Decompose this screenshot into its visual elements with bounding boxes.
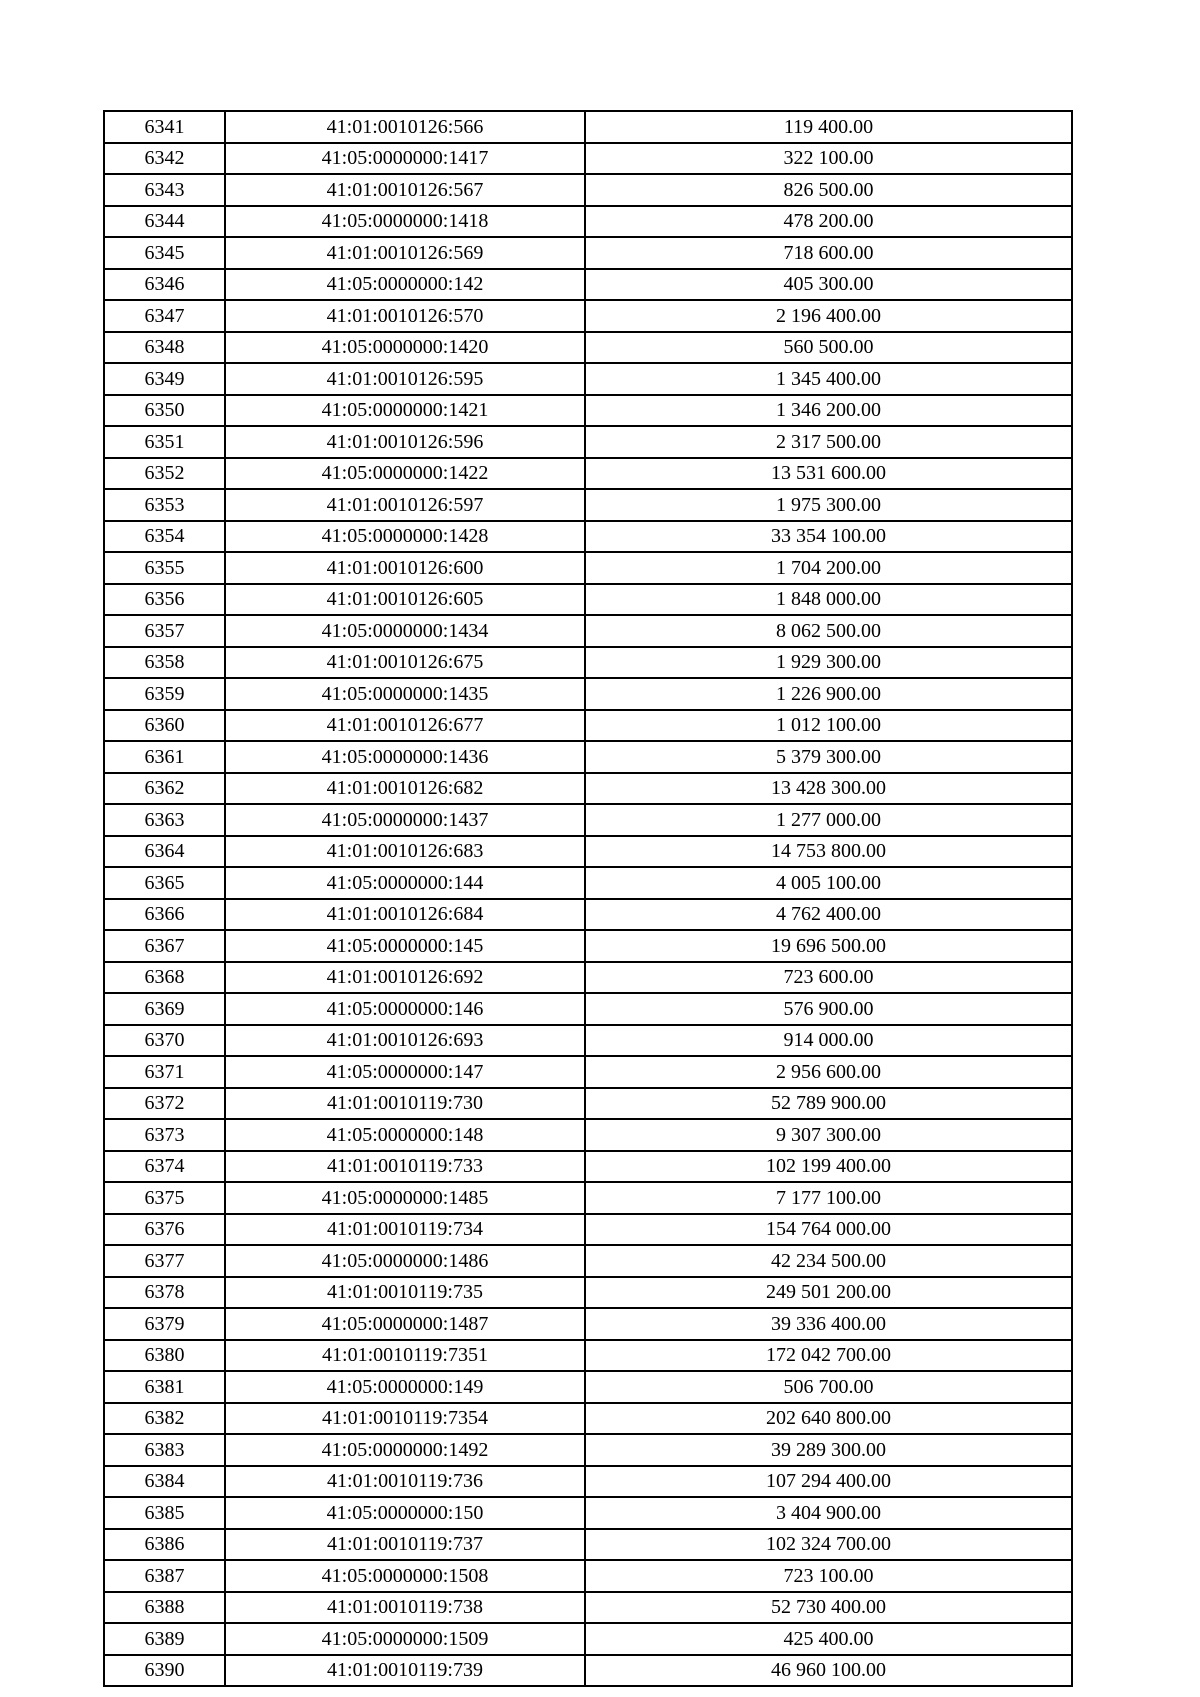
value-amount-cell: 826 500.00 (585, 174, 1072, 206)
table-row (104, 1056, 1072, 1088)
cadastral-number-cell: 41:01:0010119:734 (225, 1214, 585, 1246)
cadastral-number-cell: 41:01:0010119:737 (225, 1529, 585, 1561)
cadastral-number-cell: 41:05:0000000:1435 (225, 678, 585, 710)
table-row (104, 143, 1072, 175)
cadastral-number-cell: 41:05:0000000:147 (225, 1056, 585, 1088)
cadastral-number-cell: 41:01:0010126:683 (225, 836, 585, 868)
row-number-cell: 6363 (104, 804, 225, 836)
cadastral-number-cell: 41:05:0000000:1428 (225, 521, 585, 553)
row-number-cell: 6390 (104, 1655, 225, 1687)
value-amount-cell: 322 100.00 (585, 143, 1072, 175)
row-number-cell: 6346 (104, 269, 225, 301)
table-row (104, 1592, 1072, 1624)
cadastral-number-cell: 41:05:0000000:1434 (225, 615, 585, 647)
cadastral-number-cell: 41:01:0010119:730 (225, 1088, 585, 1120)
cadastral-number-cell: 41:01:0010126:566 (225, 111, 585, 143)
cadastral-number-cell: 41:01:0010126:570 (225, 300, 585, 332)
cadastral-number-cell: 41:05:0000000:149 (225, 1371, 585, 1403)
value-amount-cell: 19 696 500.00 (585, 930, 1072, 962)
value-amount-cell: 9 307 300.00 (585, 1119, 1072, 1151)
row-number-cell: 6366 (104, 899, 225, 931)
value-amount-cell: 723 100.00 (585, 1560, 1072, 1592)
table-row (104, 678, 1072, 710)
value-amount-cell: 914 000.00 (585, 1025, 1072, 1057)
cadastral-number-cell: 41:05:0000000:1509 (225, 1623, 585, 1655)
table-row (104, 300, 1072, 332)
value-amount-cell: 1 277 000.00 (585, 804, 1072, 836)
table-row (104, 741, 1072, 773)
row-number-cell: 6342 (104, 143, 225, 175)
table-row (104, 962, 1072, 994)
data-table (103, 110, 1073, 1687)
table-row (104, 1308, 1072, 1340)
row-number-cell: 6371 (104, 1056, 225, 1088)
value-amount-cell: 1 345 400.00 (585, 363, 1072, 395)
cadastral-number-cell: 41:01:0010126:693 (225, 1025, 585, 1057)
cadastral-number-cell: 41:01:0010119:7354 (225, 1403, 585, 1435)
value-amount-cell: 154 764 000.00 (585, 1214, 1072, 1246)
row-number-cell: 6375 (104, 1182, 225, 1214)
value-amount-cell: 119 400.00 (585, 111, 1072, 143)
value-amount-cell: 249 501 200.00 (585, 1277, 1072, 1309)
row-number-cell: 6365 (104, 867, 225, 899)
cadastral-number-cell: 41:01:0010126:684 (225, 899, 585, 931)
value-amount-cell: 405 300.00 (585, 269, 1072, 301)
table-row (104, 584, 1072, 616)
table-row (104, 237, 1072, 269)
table-row (104, 1245, 1072, 1277)
row-number-cell: 6388 (104, 1592, 225, 1624)
table-row (104, 804, 1072, 836)
table-row (104, 552, 1072, 584)
row-number-cell: 6380 (104, 1340, 225, 1372)
table-row (104, 1655, 1072, 1687)
row-number-cell: 6349 (104, 363, 225, 395)
row-number-cell: 6369 (104, 993, 225, 1025)
value-amount-cell: 3 404 900.00 (585, 1497, 1072, 1529)
cadastral-number-cell: 41:01:0010126:692 (225, 962, 585, 994)
table-row (104, 1623, 1072, 1655)
cadastral-number-cell: 41:01:0010119:735 (225, 1277, 585, 1309)
row-number-cell: 6361 (104, 741, 225, 773)
row-number-cell: 6341 (104, 111, 225, 143)
cadastral-number-cell: 41:01:0010119:738 (225, 1592, 585, 1624)
cadastral-number-cell: 41:01:0010119:7351 (225, 1340, 585, 1372)
table-row (104, 1182, 1072, 1214)
table-row (104, 1151, 1072, 1183)
table-row (104, 363, 1072, 395)
row-number-cell: 6351 (104, 426, 225, 458)
table-row (104, 174, 1072, 206)
row-number-cell: 6381 (104, 1371, 225, 1403)
row-number-cell: 6343 (104, 174, 225, 206)
value-amount-cell: 4 762 400.00 (585, 899, 1072, 931)
row-number-cell: 6367 (104, 930, 225, 962)
value-amount-cell: 13 428 300.00 (585, 773, 1072, 805)
table-row (104, 615, 1072, 647)
cadastral-number-cell: 41:01:0010126:677 (225, 710, 585, 742)
row-number-cell: 6348 (104, 332, 225, 364)
row-number-cell: 6354 (104, 521, 225, 553)
value-amount-cell: 1 929 300.00 (585, 647, 1072, 679)
value-amount-cell: 8 062 500.00 (585, 615, 1072, 647)
table-row (104, 1340, 1072, 1372)
value-amount-cell: 1 704 200.00 (585, 552, 1072, 584)
table-row (104, 1371, 1072, 1403)
row-number-cell: 6352 (104, 458, 225, 490)
cadastral-number-cell: 41:05:0000000:1436 (225, 741, 585, 773)
table-row (104, 521, 1072, 553)
row-number-cell: 6370 (104, 1025, 225, 1057)
row-number-cell: 6364 (104, 836, 225, 868)
cadastral-number-cell: 41:05:0000000:1417 (225, 143, 585, 175)
value-amount-cell: 202 640 800.00 (585, 1403, 1072, 1435)
value-amount-cell: 723 600.00 (585, 962, 1072, 994)
cadastral-number-cell: 41:01:0010126:600 (225, 552, 585, 584)
cadastral-number-cell: 41:05:0000000:145 (225, 930, 585, 962)
value-amount-cell: 5 379 300.00 (585, 741, 1072, 773)
table-row (104, 395, 1072, 427)
row-number-cell: 6350 (104, 395, 225, 427)
cadastral-number-cell: 41:01:0010119:739 (225, 1655, 585, 1687)
value-amount-cell: 718 600.00 (585, 237, 1072, 269)
value-amount-cell: 425 400.00 (585, 1623, 1072, 1655)
table-row (104, 206, 1072, 238)
table-row (104, 836, 1072, 868)
table-row (104, 1119, 1072, 1151)
value-amount-cell: 560 500.00 (585, 332, 1072, 364)
value-amount-cell: 1 848 000.00 (585, 584, 1072, 616)
table-body (104, 111, 1072, 1686)
row-number-cell: 6387 (104, 1560, 225, 1592)
row-number-cell: 6359 (104, 678, 225, 710)
value-amount-cell: 2 196 400.00 (585, 300, 1072, 332)
cadastral-number-cell: 41:05:0000000:142 (225, 269, 585, 301)
row-number-cell: 6373 (104, 1119, 225, 1151)
row-number-cell: 6358 (104, 647, 225, 679)
table-row (104, 1025, 1072, 1057)
value-amount-cell: 7 177 100.00 (585, 1182, 1072, 1214)
table-row (104, 1403, 1072, 1435)
row-number-cell: 6356 (104, 584, 225, 616)
table-row (104, 426, 1072, 458)
table-row (104, 1214, 1072, 1246)
value-amount-cell: 102 199 400.00 (585, 1151, 1072, 1183)
cadastral-number-cell: 41:01:0010126:596 (225, 426, 585, 458)
cadastral-number-cell: 41:01:0010126:569 (225, 237, 585, 269)
value-amount-cell: 576 900.00 (585, 993, 1072, 1025)
value-amount-cell: 52 730 400.00 (585, 1592, 1072, 1624)
table-row (104, 1434, 1072, 1466)
value-amount-cell: 506 700.00 (585, 1371, 1072, 1403)
table-row (104, 1277, 1072, 1309)
row-number-cell: 6362 (104, 773, 225, 805)
table-row (104, 930, 1072, 962)
value-amount-cell: 46 960 100.00 (585, 1655, 1072, 1687)
row-number-cell: 6372 (104, 1088, 225, 1120)
cadastral-number-cell: 41:05:0000000:1508 (225, 1560, 585, 1592)
cadastral-number-cell: 41:05:0000000:1486 (225, 1245, 585, 1277)
row-number-cell: 6355 (104, 552, 225, 584)
value-amount-cell: 4 005 100.00 (585, 867, 1072, 899)
value-amount-cell: 172 042 700.00 (585, 1340, 1072, 1372)
table-row (104, 489, 1072, 521)
cadastral-number-cell: 41:01:0010126:597 (225, 489, 585, 521)
value-amount-cell: 39 336 400.00 (585, 1308, 1072, 1340)
row-number-cell: 6344 (104, 206, 225, 238)
row-number-cell: 6347 (104, 300, 225, 332)
row-number-cell: 6377 (104, 1245, 225, 1277)
cadastral-number-cell: 41:05:0000000:150 (225, 1497, 585, 1529)
table-row (104, 993, 1072, 1025)
cadastral-number-cell: 41:01:0010126:595 (225, 363, 585, 395)
cadastral-number-cell: 41:05:0000000:1422 (225, 458, 585, 490)
cadastral-number-cell: 41:05:0000000:1418 (225, 206, 585, 238)
value-amount-cell: 39 289 300.00 (585, 1434, 1072, 1466)
value-amount-cell: 478 200.00 (585, 206, 1072, 238)
table-row (104, 899, 1072, 931)
table-row (104, 773, 1072, 805)
row-number-cell: 6376 (104, 1214, 225, 1246)
cadastral-number-cell: 41:01:0010119:736 (225, 1466, 585, 1498)
row-number-cell: 6368 (104, 962, 225, 994)
value-amount-cell: 1 975 300.00 (585, 489, 1072, 521)
table-row (104, 1466, 1072, 1498)
value-amount-cell: 13 531 600.00 (585, 458, 1072, 490)
table-row (104, 1529, 1072, 1561)
row-number-cell: 6360 (104, 710, 225, 742)
row-number-cell: 6382 (104, 1403, 225, 1435)
row-number-cell: 6379 (104, 1308, 225, 1340)
cadastral-number-cell: 41:01:0010126:567 (225, 174, 585, 206)
cadastral-number-cell: 41:01:0010126:675 (225, 647, 585, 679)
table-row (104, 1497, 1072, 1529)
cadastral-number-cell: 41:05:0000000:1485 (225, 1182, 585, 1214)
table-row (104, 269, 1072, 301)
table-row (104, 1088, 1072, 1120)
cadastral-number-cell: 41:01:0010126:605 (225, 584, 585, 616)
cadastral-number-cell: 41:05:0000000:148 (225, 1119, 585, 1151)
value-amount-cell: 52 789 900.00 (585, 1088, 1072, 1120)
row-number-cell: 6374 (104, 1151, 225, 1183)
value-amount-cell: 1 346 200.00 (585, 395, 1072, 427)
row-number-cell: 6386 (104, 1529, 225, 1561)
row-number-cell: 6353 (104, 489, 225, 521)
row-number-cell: 6345 (104, 237, 225, 269)
table-row (104, 458, 1072, 490)
value-amount-cell: 2 956 600.00 (585, 1056, 1072, 1088)
value-amount-cell: 33 354 100.00 (585, 521, 1072, 553)
value-amount-cell: 42 234 500.00 (585, 1245, 1072, 1277)
cadastral-number-cell: 41:05:0000000:144 (225, 867, 585, 899)
cadastral-number-cell: 41:01:0010126:682 (225, 773, 585, 805)
row-number-cell: 6384 (104, 1466, 225, 1498)
cadastral-number-cell: 41:05:0000000:1437 (225, 804, 585, 836)
table-row (104, 710, 1072, 742)
table-row (104, 111, 1072, 143)
value-amount-cell: 1 012 100.00 (585, 710, 1072, 742)
row-number-cell: 6385 (104, 1497, 225, 1529)
table-row (104, 332, 1072, 364)
cadastral-number-cell: 41:05:0000000:1492 (225, 1434, 585, 1466)
cadastral-number-cell: 41:05:0000000:1487 (225, 1308, 585, 1340)
value-amount-cell: 107 294 400.00 (585, 1466, 1072, 1498)
value-amount-cell: 1 226 900.00 (585, 678, 1072, 710)
cadastral-number-cell: 41:01:0010119:733 (225, 1151, 585, 1183)
value-amount-cell: 2 317 500.00 (585, 426, 1072, 458)
cadastral-number-cell: 41:05:0000000:146 (225, 993, 585, 1025)
value-amount-cell: 102 324 700.00 (585, 1529, 1072, 1561)
cadastral-number-cell: 41:05:0000000:1420 (225, 332, 585, 364)
cadastral-number-cell: 41:05:0000000:1421 (225, 395, 585, 427)
value-amount-cell: 14 753 800.00 (585, 836, 1072, 868)
row-number-cell: 6383 (104, 1434, 225, 1466)
row-number-cell: 6378 (104, 1277, 225, 1309)
table-row (104, 1560, 1072, 1592)
row-number-cell: 6357 (104, 615, 225, 647)
row-number-cell: 6389 (104, 1623, 225, 1655)
table-row (104, 647, 1072, 679)
table-row (104, 867, 1072, 899)
